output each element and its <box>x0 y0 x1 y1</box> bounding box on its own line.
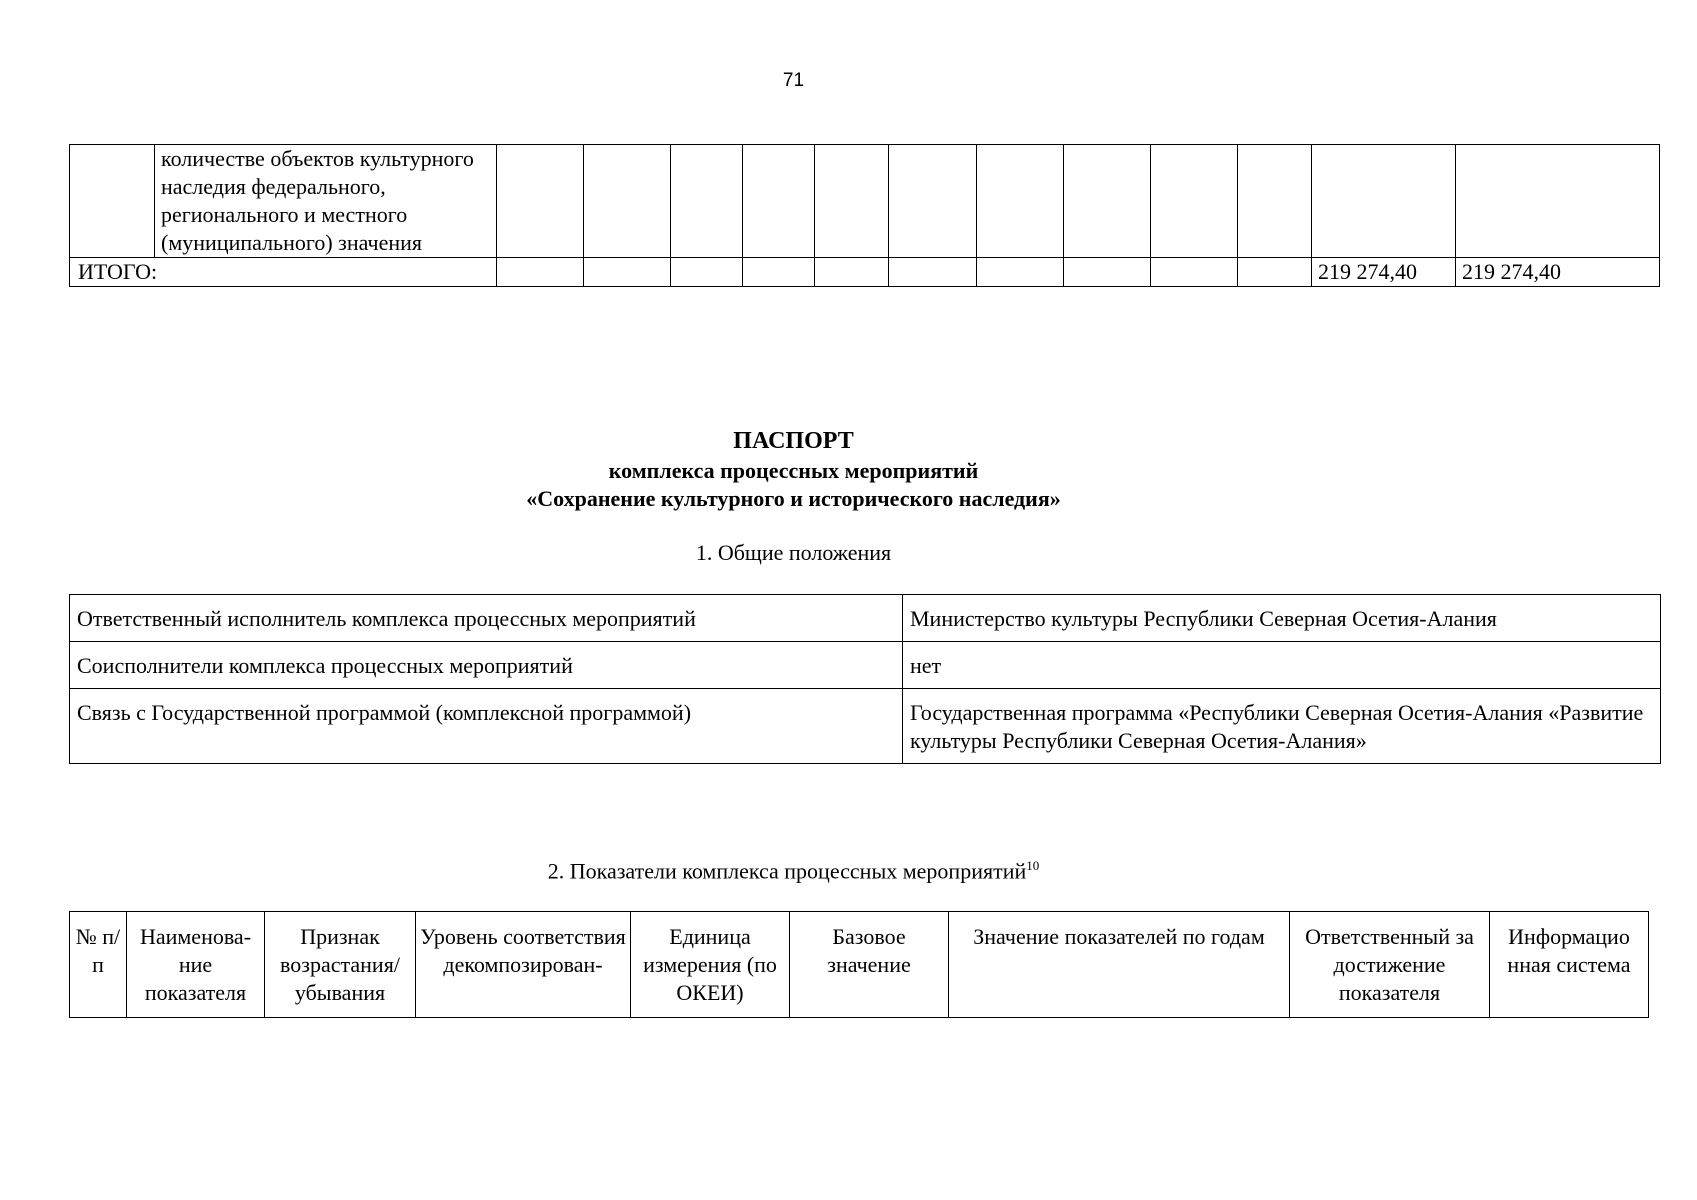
footnote-marker: 10 <box>1026 858 1040 873</box>
row-value: Министерство культуры Республики Северная Осетия-Алания <box>903 595 1661 642</box>
table-cell <box>1238 145 1312 258</box>
table-cell <box>1064 258 1151 287</box>
table-cell <box>497 145 584 258</box>
passport-title: ПАСПОРТ <box>733 428 854 454</box>
passport-program-name: «Сохранение культурного и исторического наследия» <box>526 486 1061 511</box>
table-cell <box>671 145 743 258</box>
row-label: Связь с Государственной программой (комплексной программой) <box>70 689 903 764</box>
table-cell <box>977 258 1064 287</box>
column-header: Признак возрастания/ убывания <box>265 912 416 1018</box>
indicators-table <box>69 911 1649 1018</box>
table-cell <box>1238 258 1312 287</box>
table-cell <box>815 258 889 287</box>
table-cell <box>815 145 889 258</box>
table-cell <box>1151 258 1238 287</box>
table-cell <box>155 145 497 258</box>
table-cell <box>1064 145 1151 258</box>
total-label: ИТОГО: <box>70 258 497 287</box>
column-header: Единица измерения (по ОКЕИ) <box>631 912 790 1018</box>
column-header: Уровень соответствия декомпозирован- <box>416 912 631 1018</box>
general-provisions-table <box>69 594 1661 764</box>
table-cell <box>497 258 584 287</box>
table-cell <box>743 258 815 287</box>
table-cell <box>1312 145 1456 258</box>
table-row <box>70 642 1661 689</box>
column-header: Базовое значение <box>790 912 949 1018</box>
row-value: Государственная программа «Республики Северная Осетия-Алания «Развитие культуры Республики Северная Осетия-Алания» <box>903 689 1661 764</box>
column-header: Информацио нная система <box>1490 912 1649 1018</box>
table-cell <box>70 145 155 258</box>
table-cell <box>584 145 671 258</box>
column-header: № п/п <box>70 912 127 1018</box>
table-cell <box>1151 145 1238 258</box>
column-header: Значение показателей по годам <box>949 912 1290 1018</box>
total-value: 219 274,40 <box>1312 258 1456 287</box>
section-1-heading: 1. Общие положения <box>695 540 892 565</box>
page-number: 71 <box>782 70 805 91</box>
section-2-title: 2. Показатели комплекса процессных мероприятий <box>547 858 1027 884</box>
total-value: 219 274,40 <box>1456 258 1660 287</box>
row-label: Соисполнители комплекса процессных мероприятий <box>70 642 903 689</box>
column-header: Наименова-ние показателя <box>127 912 265 1018</box>
table-row <box>70 145 1660 258</box>
table-cell <box>671 258 743 287</box>
financing-table-continuation <box>69 144 1660 287</box>
passport-subtitle: комплекса процессных мероприятий <box>608 458 979 483</box>
table-row-total <box>70 258 1660 287</box>
table-cell <box>889 258 977 287</box>
continuation-text: количестве объектов культурного наследия федерального, регионального и местного (муниципального) значения <box>161 146 474 255</box>
table-row <box>70 689 1661 764</box>
section-2-heading <box>0 858 1587 884</box>
table-cell <box>743 145 815 258</box>
table-cell <box>977 145 1064 258</box>
table-header-row <box>70 912 1649 1018</box>
table-row <box>70 595 1661 642</box>
table-cell <box>584 258 671 287</box>
table-cell <box>1456 145 1660 258</box>
row-value: нет <box>903 642 1661 689</box>
row-label: Ответственный исполнитель комплекса процессных мероприятий <box>70 595 903 642</box>
column-header: Ответственный за достижение показателя <box>1290 912 1490 1018</box>
table-cell <box>889 145 977 258</box>
